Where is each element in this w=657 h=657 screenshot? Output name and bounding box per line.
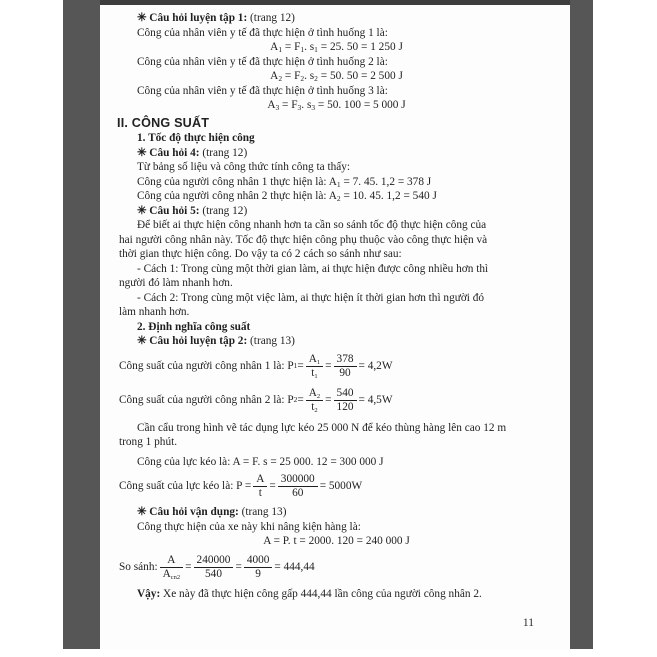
equation-comparison: So sánh: $\frac{A}{A_{cn2}}$ = $\frac{240000}{540}$ = $\frac{4000}{9}$ = 444,44 [119, 553, 315, 581]
text-line: người đó làm nhanh hơn. [119, 277, 233, 289]
fraction: $\frac{A_1}{t_1}$ [306, 353, 323, 380]
equation-p1: Công suất của người công nhân 1 là: P 1 = $\frac{A_1}{t_1}$ = $\frac{378}{90}$ = 4,2W [119, 352, 393, 380]
text-line: Cần cẩu trong hình vẽ tác dụng lực kéo 25 000 N để kéo thùng hàng lên cao 12 m [137, 421, 507, 434]
fraction: $\frac{540}{120}$ [334, 387, 357, 414]
equation-apt: A = P. t = 2000. 120 = 240 000 J [263, 535, 410, 547]
text-line: Công của nhân viên y tế đã thực hiện ở tình huống 3 là: [137, 84, 388, 97]
text-line: - Cách 1: Trong cùng một thời gian làm, ai thực hiện được công nhiều hơn thì [137, 262, 489, 275]
equation-power: Công suất của lực kéo là: P = $\frac{A}{t}$ = $\frac{300000}{60}$ = 5000W [119, 473, 363, 499]
photo-background-left [63, 0, 100, 649]
subsection-2-heading: 2. Định nghĩa công suất [137, 320, 251, 333]
text-line: làm nhanh hơn. [119, 306, 190, 318]
text-line: Để biết ai thực hiện công nhanh hơn ta cần so sánh tốc độ thực hiện công của [137, 219, 487, 231]
fraction: $\frac{240000}{540}$ [194, 554, 234, 581]
equation-a2: $A_2 = F_2$. $s_2 = 50$. 50 = 2 500 J [270, 70, 403, 83]
text-line: - Cách 2: Trong cùng một việc làm, ai thực hiện ít thời gian hơn thì người đó [137, 291, 485, 304]
text-line: thời gian thực hiện công. Do vậy ta có 2 cách so sánh như sau: [119, 248, 402, 260]
fraction: $\frac{A}{A_{cn2}}$ [160, 554, 184, 581]
fraction: $\frac{378}{90}$ [334, 353, 357, 380]
exercise-1-heading: ✳ Câu hỏi luyện tập 1: (trang 12) [137, 12, 295, 24]
text-line: Công thực hiện của xe này khi nâng kiện hàng là: [137, 520, 361, 533]
page-number: 11 [522, 617, 534, 629]
text-line: Công của nhân viên y tế đã thực hiện ở tình huống 1 là: [137, 26, 388, 39]
conclusion-line: Vậy: Xe này đã thực hiện công gấp 444,44 lần công của người công nhân 2. [137, 587, 482, 600]
text-line: Từ bảng số liệu và công thức tính công ta thấy: [137, 161, 351, 173]
application-question-heading: ✳ Câu hỏi vận dụng: (trang 13) [137, 506, 287, 518]
section-heading: II. CÔNG SUẤT [117, 115, 210, 130]
fraction: $\frac{A}{t}$ [253, 473, 267, 500]
text-line: hai người công nhân này. Tốc độ thực hiện công phụ thuộc vào công thực hiện và [119, 233, 488, 246]
exercise-2-heading: ✳ Câu hỏi luyện tập 2: (trang 13) [137, 335, 295, 347]
text-line: Công của người công nhân 1 thực hiện là: $A_1 = 7$. 45. 1,2 = 378 J [137, 175, 432, 189]
text-line: Công của nhân viên y tế đã thực hiện ở tình huống 2 là: [137, 55, 388, 68]
document-page [100, 5, 570, 649]
equation-work: Công của lực kéo là: A = F. s = 25 000. 12 = 300 000 J [137, 455, 384, 468]
page-content [100, 5, 570, 601]
subsection-1-heading: 1. Tốc độ thực hiện công [137, 132, 255, 144]
question-4-heading: ✳ Câu hỏi 4: (trang 12) [137, 146, 248, 159]
fraction: $\frac{300000}{60}$ [278, 473, 318, 500]
book-page-photo [63, 0, 593, 649]
equation-a3: $A_3 = F_3$. $s_3 = 50$. 100 = 5 000 J [267, 99, 406, 112]
fraction: $\frac{4000}{9}$ [244, 554, 273, 581]
fraction: $\frac{A_2}{t_2}$ [306, 387, 323, 414]
text-line: trong 1 phút. [119, 436, 178, 448]
text-line: Công của người công nhân 2 thực hiện là: $A_2 = 10$. 45. 1,2 = 540 J [137, 190, 437, 203]
equation-p2: Công suất của người công nhân 2 là: P 2 = $\frac{A_2}{t_2}$ = $\frac{540}{120}$ = 4,5W [119, 386, 393, 414]
equation-a1: $A_1 = F_1$. $s_1 = 25$. 50 = 1 250 J [270, 41, 403, 54]
photo-background-right [570, 0, 593, 649]
question-5-heading: ✳ Câu hỏi 5: (trang 12) [137, 204, 248, 217]
